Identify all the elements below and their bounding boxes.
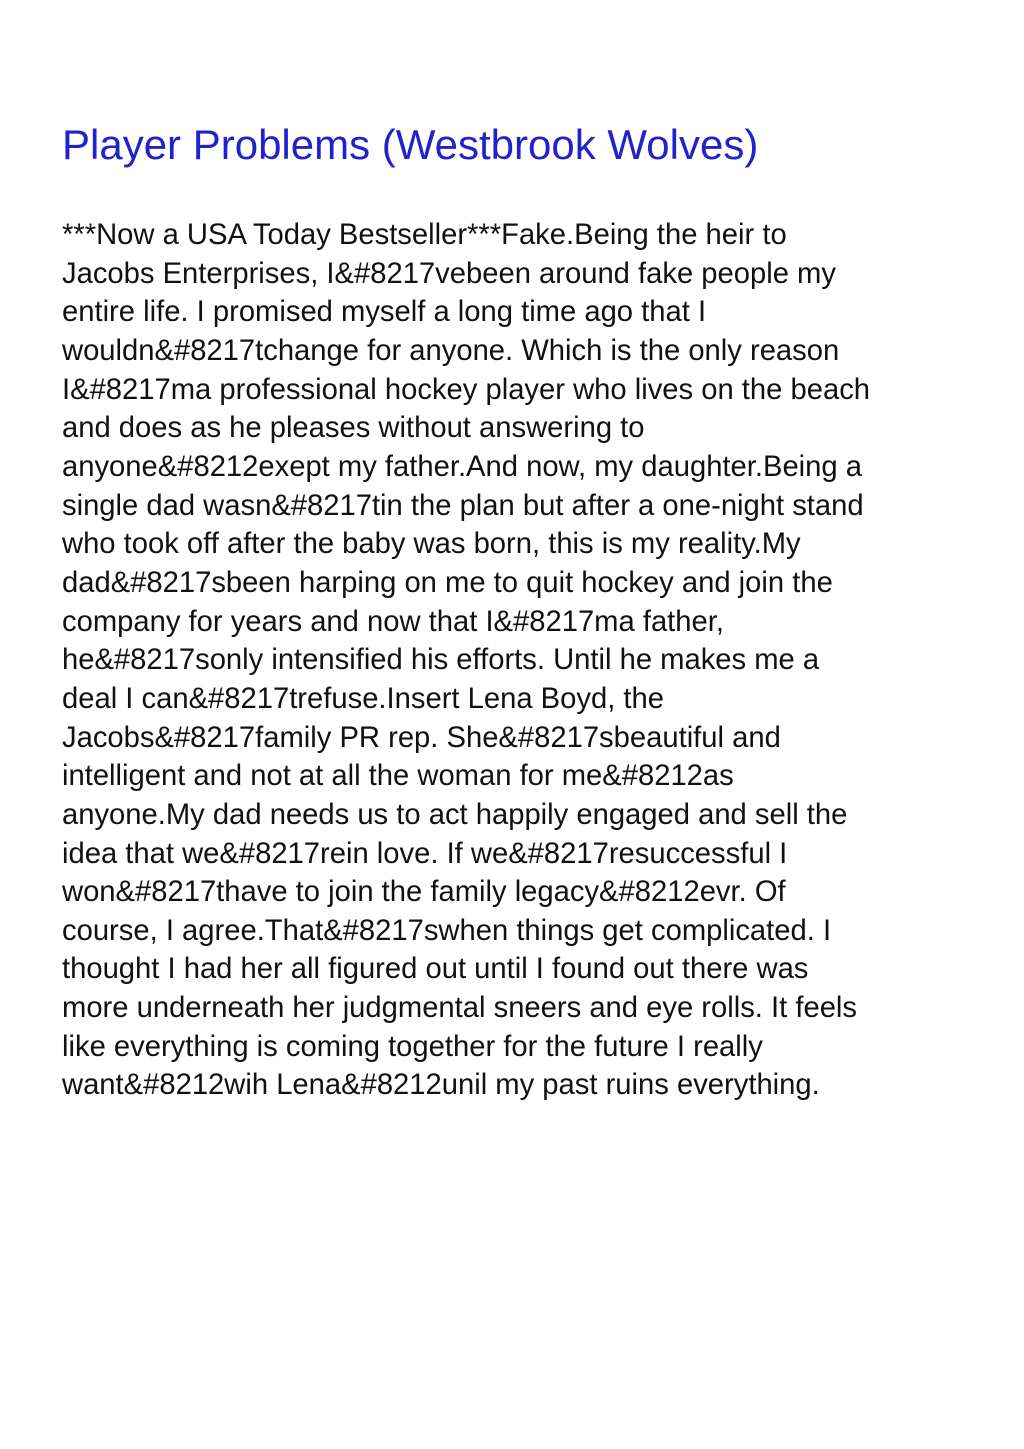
description-line: Jacobs Enterprises, I&#8217vebeen around fake people my <box>62 257 836 290</box>
description-line: dad&#8217sbeen harping on me to quit hockey and join the <box>62 566 833 599</box>
description-line: who took off after the baby was born, this is my reality.My <box>62 528 801 561</box>
description-line: want&#8212wih Lena&#8212unil my past ruins everything. <box>62 1069 820 1102</box>
description-line: like everything is coming together for the future I really <box>62 1030 763 1063</box>
book-description <box>62 216 962 1105</box>
description-line: and does as he pleases without answering to <box>62 412 645 445</box>
description-line: course, I agree.That&#8217swhen things get complicated. I <box>62 914 832 947</box>
description-line: more underneath her judgmental sneers and eye rolls. It feels <box>62 992 858 1025</box>
description-line: entire life. I promised myself a long time ago that I <box>62 296 707 329</box>
description-line: company for years and now that I&#8217ma father, <box>62 605 724 638</box>
description-line: anyone.My dad needs us to act happily engaged and sell the <box>62 798 848 831</box>
description-line: deal I can&#8217trefuse.Insert Lena Boyd, the <box>62 682 665 715</box>
description-line: thought I had her all figured out until I found out there was <box>62 953 809 986</box>
description-line: won&#8217thave to join the family legacy&#8212evr. Of <box>62 876 786 909</box>
description-line: I&#8217ma professional hockey player who lives on the beach <box>62 373 871 406</box>
description-line: Jacobs&#8217family PR rep. She&#8217sbeautiful and <box>62 721 781 754</box>
description-line: anyone&#8212exept my father.And now, my daughter.Being a <box>62 450 862 483</box>
description-line: he&#8217sonly intensified his efforts. Until he makes me a <box>62 644 820 677</box>
document-title: Player Problems (Westbrook Wolves) <box>62 121 759 168</box>
description-line: ***Now a USA Today Bestseller***Fake.Being the heir to <box>62 219 787 251</box>
description-line: wouldn&#8217tchange for anyone. Which is the only reason <box>62 334 840 367</box>
description-line: idea that we&#8217rein love. If we&#8217resuccessful I <box>62 837 788 870</box>
description-line: intelligent and not at all the woman for me&#8212as <box>62 760 734 793</box>
description-line: single dad wasn&#8217tin the plan but after a one-night stand <box>62 489 864 522</box>
